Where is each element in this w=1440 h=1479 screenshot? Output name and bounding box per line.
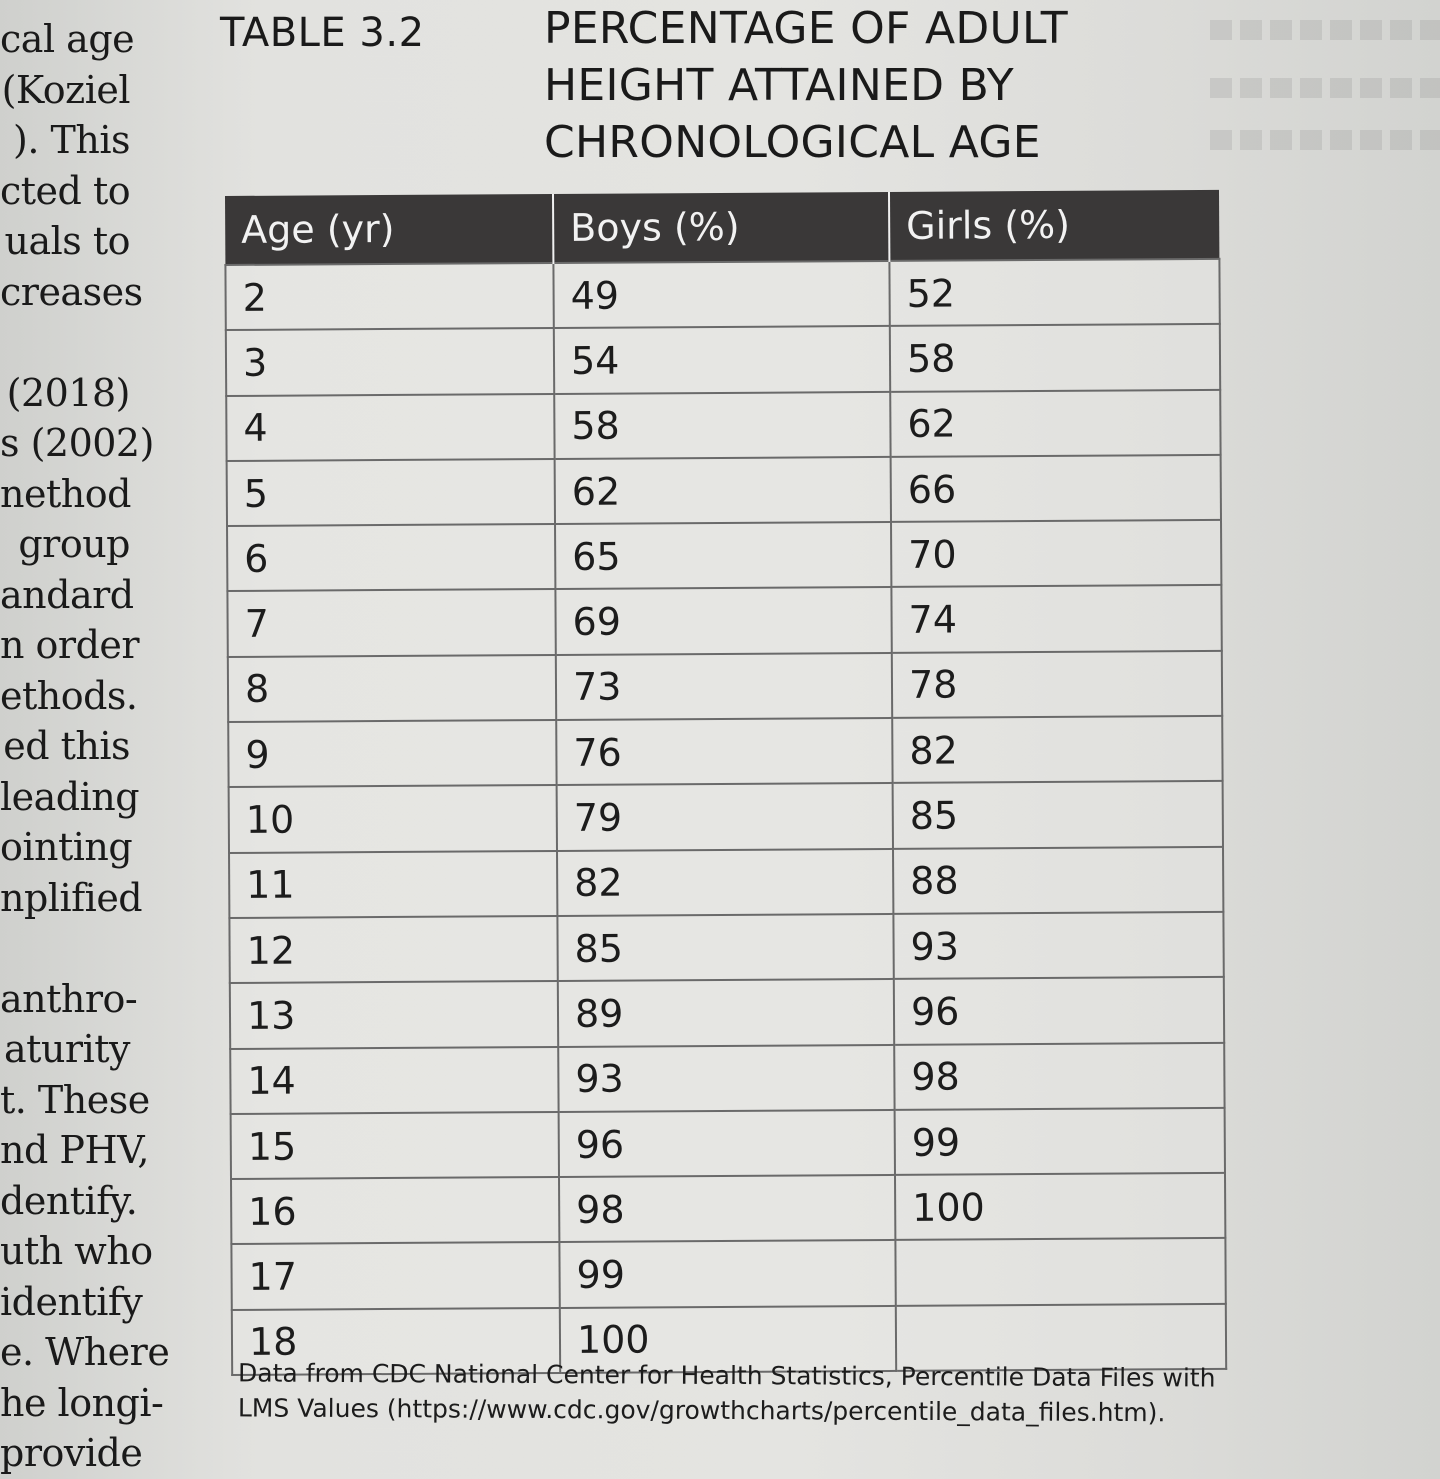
cell-age: 7 <box>227 589 555 656</box>
table-title-line: HEIGHT ATTAINED BY <box>544 60 1014 111</box>
cell-boys: 79 <box>557 783 893 850</box>
left-text-line: dentify. <box>0 1178 138 1223</box>
cell-boys: 76 <box>556 718 892 785</box>
table-row <box>230 1042 1224 1113</box>
left-text-line: nd PHV, <box>0 1128 149 1172</box>
left-text-line: uth who <box>0 1229 153 1273</box>
cell-age: 12 <box>229 916 557 983</box>
table-row <box>231 1238 1225 1309</box>
cell-boys: 69 <box>555 587 891 654</box>
left-text-line: e. Where <box>0 1330 170 1374</box>
left-text-line: creases <box>0 269 143 314</box>
left-text-line: cted to <box>0 168 131 213</box>
footnote-line: LMS Values (https://www.cdc.gov/growthcharts/percentile_data_files.htm). <box>237 1393 1166 1428</box>
left-text-gap <box>0 317 140 368</box>
ghost-line <box>1210 130 1440 150</box>
left-text-line: identify <box>0 1279 143 1324</box>
table-row <box>226 390 1220 461</box>
left-text-line: ointing <box>0 825 133 869</box>
table-row <box>229 781 1223 852</box>
cell-age: 3 <box>226 328 554 395</box>
left-text-line: (Koziel <box>1 67 130 112</box>
cell-girls: 62 <box>890 390 1220 457</box>
left-text-line: cal age <box>0 17 135 61</box>
table-row <box>227 520 1221 591</box>
cell-boys: 82 <box>557 849 893 916</box>
header-boys: Boys (%) <box>553 192 889 263</box>
cell-age: 2 <box>225 263 553 330</box>
cell-boys: 89 <box>558 979 894 1046</box>
ghost-line <box>1210 78 1440 98</box>
table-row <box>228 716 1222 787</box>
cell-boys: 65 <box>555 522 891 589</box>
cell-age: 9 <box>228 720 556 787</box>
table-row <box>227 585 1221 656</box>
cell-girls <box>895 1238 1225 1305</box>
cell-age: 6 <box>227 524 555 591</box>
table-row <box>230 977 1224 1048</box>
left-text-line: t. These <box>0 1077 150 1122</box>
cell-age: 16 <box>231 1177 559 1244</box>
table-row <box>227 455 1221 526</box>
table-source-footnote <box>238 1355 1228 1430</box>
footnote-line: Data from CDC National Center for Health Statistics, Percentile Data Files with <box>238 1358 1216 1393</box>
left-text-line: nplified <box>0 875 143 920</box>
table-row <box>229 847 1223 918</box>
cell-boys: 96 <box>559 1110 895 1177</box>
cell-age: 13 <box>230 981 558 1048</box>
cell-boys: 62 <box>555 457 891 524</box>
cell-girls: 100 <box>895 1173 1225 1240</box>
cell-age: 4 <box>226 394 554 461</box>
left-text-line: provide <box>0 1431 143 1475</box>
cell-boys: 54 <box>554 326 890 393</box>
table-row <box>231 1108 1225 1179</box>
cell-age: 17 <box>231 1242 559 1309</box>
cell-girls: 88 <box>893 847 1223 914</box>
cell-girls: 82 <box>892 716 1222 783</box>
left-text-gap <box>0 923 140 974</box>
cell-boys: 85 <box>557 914 893 981</box>
cell-age: 14 <box>230 1047 558 1114</box>
left-text-line: group <box>18 522 130 566</box>
cell-boys: 93 <box>558 1044 894 1111</box>
left-text-line: n order <box>0 623 140 667</box>
cell-girls: 58 <box>890 324 1220 391</box>
left-text-line: aturity <box>4 1027 130 1071</box>
table-title-line: CHRONOLOGICAL AGE <box>544 117 1041 168</box>
cell-girls: 74 <box>891 585 1221 652</box>
cell-boys: 49 <box>553 261 889 328</box>
ghost-line <box>1210 20 1440 40</box>
cell-boys: 100 <box>560 1306 896 1373</box>
table-title-line: PERCENTAGE OF ADULT <box>544 3 1068 54</box>
table-number-label: TABLE 3.2 <box>220 10 425 56</box>
cell-age: 5 <box>227 459 555 526</box>
table-title <box>544 0 1204 171</box>
cell-age: 8 <box>228 655 556 722</box>
left-text-line: he longi- <box>0 1380 164 1425</box>
table-row <box>231 1173 1225 1244</box>
left-text-line: nethod <box>0 471 131 516</box>
cell-girls: 70 <box>891 520 1221 587</box>
cell-girls: 99 <box>895 1108 1225 1175</box>
height-percentage-table-wrapper <box>224 190 1235 1376</box>
cell-girls: 93 <box>893 912 1223 979</box>
cell-girls: 85 <box>893 781 1223 848</box>
cell-boys: 73 <box>556 653 892 720</box>
left-text-line: leading <box>0 774 140 819</box>
left-text-line: s (2002) <box>0 421 154 465</box>
cell-age: 18 <box>232 1308 560 1375</box>
table-header-row <box>225 190 1219 265</box>
left-text-line: ethods. <box>0 673 138 718</box>
bleed-through-text <box>1210 0 1440 1440</box>
height-percentage-table <box>224 190 1227 1376</box>
cell-girls: 78 <box>892 651 1222 718</box>
cell-age: 15 <box>231 1112 559 1179</box>
cell-girls: 52 <box>889 259 1219 326</box>
table-row <box>226 324 1220 395</box>
left-text-line: anthro- <box>0 976 138 1021</box>
cell-boys: 99 <box>559 1240 895 1307</box>
left-text-line: ed this <box>3 724 130 768</box>
left-page-text-column <box>0 14 170 1479</box>
left-text-line: (2018) <box>6 370 130 415</box>
left-text-line: uals to <box>4 219 130 263</box>
cell-girls: 96 <box>894 977 1224 1044</box>
cell-boys: 58 <box>554 392 890 459</box>
cell-age: 11 <box>229 851 557 918</box>
table-row <box>229 912 1223 983</box>
cell-age: 10 <box>229 785 557 852</box>
cell-boys: 98 <box>559 1175 895 1242</box>
left-text-line: ). This <box>13 118 130 162</box>
cell-girls: 98 <box>894 1042 1224 1109</box>
cell-girls: 66 <box>891 455 1221 522</box>
table-row <box>225 259 1219 330</box>
left-text-line: andard <box>0 572 134 617</box>
header-girls: Girls (%) <box>889 190 1219 261</box>
header-age: Age (yr) <box>225 194 553 265</box>
table-row <box>228 651 1222 722</box>
